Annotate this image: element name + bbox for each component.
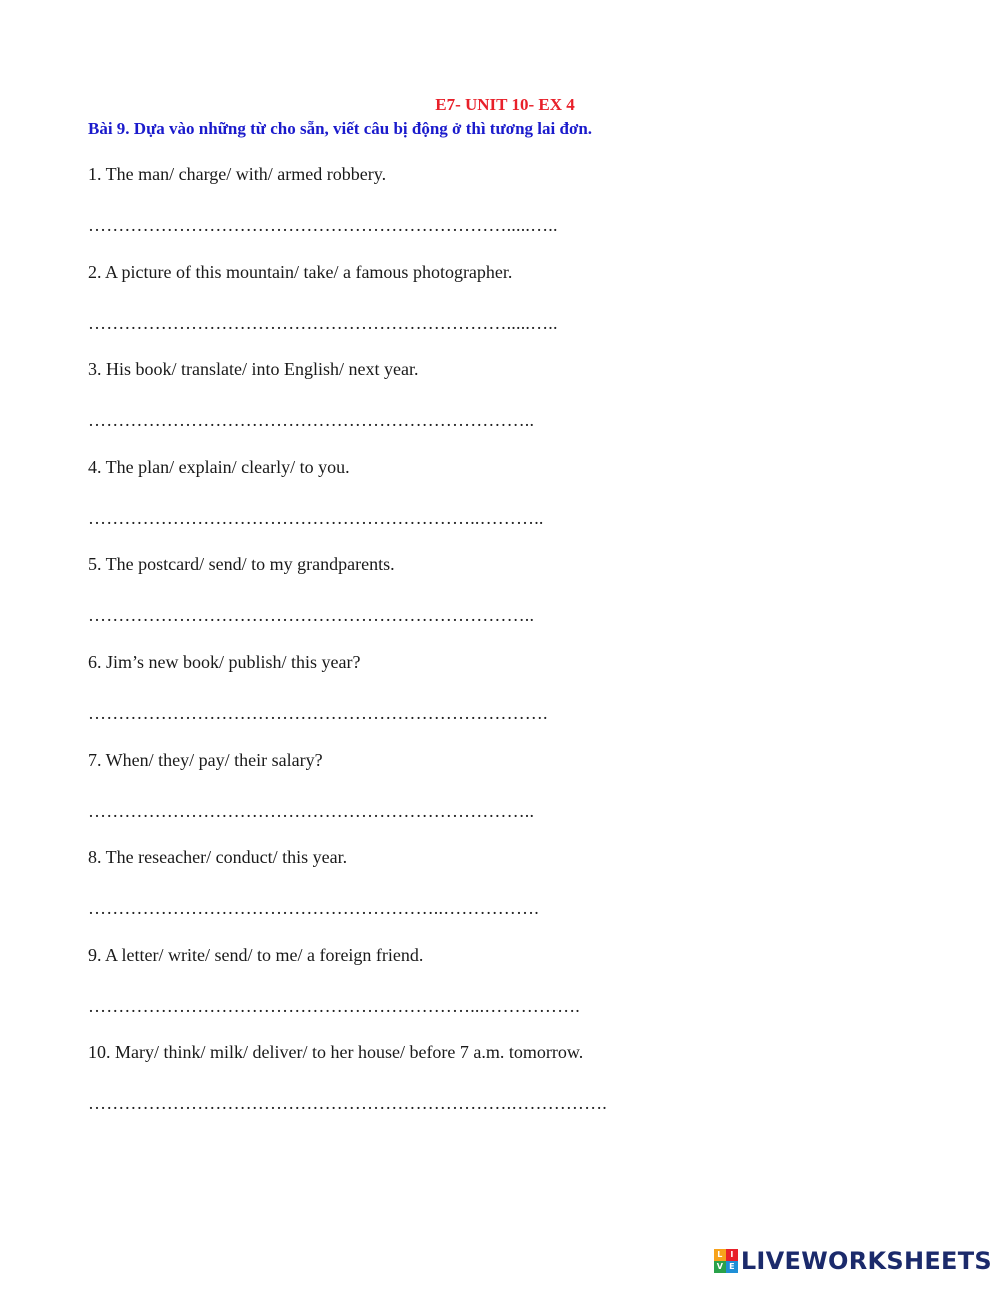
- question-prompt: 3. His book/ translate/ into English/ next year.: [88, 359, 419, 380]
- liveworksheets-brand[interactable]: [714, 1247, 992, 1275]
- exercise-item-1: [88, 162, 888, 260]
- exercise-item-2: [88, 260, 888, 358]
- exercise-item-10: [88, 1040, 888, 1138]
- answer-blank[interactable]: ………………………………………………………...…………….: [88, 995, 580, 1016]
- question-prompt: 7. When/ they/ pay/ their salary?: [88, 749, 323, 770]
- exercise-item-8: [88, 845, 888, 943]
- exercise-item-5: [88, 552, 888, 650]
- answer-blank[interactable]: ………………………………………………………..………..: [88, 507, 544, 528]
- logo-tile: L: [714, 1249, 726, 1261]
- exercise-item-6: [88, 650, 888, 748]
- answer-blank[interactable]: …………………………………………………………….....…..: [88, 215, 558, 235]
- exercise-list: [88, 162, 888, 1138]
- question-prompt: 9. A letter/ write/ send/ to me/ a foreign friend.: [88, 944, 424, 965]
- exercise-instruction: Bài 9. Dựa vào những từ cho sẵn, viết câu bị động ở thì tương lai đơn.: [88, 119, 593, 138]
- exercise-item-3: [88, 357, 888, 455]
- exercise-item-9: [88, 943, 888, 1041]
- answer-blank[interactable]: ………………………………………………………………..: [88, 410, 535, 431]
- brand-name: LIVEWORKSHEETS: [740, 1247, 992, 1275]
- question-prompt: 10. Mary/ think/ milk/ deliver/ to her house/ before 7 a.m. tomorrow.: [88, 1042, 584, 1063]
- worksheet-title: E7- UNIT 10- EX 4: [435, 95, 575, 114]
- exercise-item-4: [88, 455, 888, 553]
- answer-blank[interactable]: ………………………………………………………………..: [88, 800, 535, 821]
- question-prompt: 1. The man/ charge/ with/ armed robbery.: [88, 164, 387, 184]
- answer-blank[interactable]: …………………………………………………………….....…..: [88, 312, 558, 333]
- logo-tile: V: [714, 1261, 726, 1273]
- answer-blank[interactable]: ………………………………………………………………….: [88, 702, 548, 723]
- answer-blank[interactable]: ………………………………………………………………..: [88, 605, 535, 626]
- logo-tile: E: [726, 1261, 738, 1273]
- logo-tile: I: [726, 1249, 738, 1261]
- question-prompt: 5. The postcard/ send/ to my grandparents.: [88, 554, 395, 575]
- question-prompt: 8. The reseacher/ conduct/ this year.: [88, 847, 348, 868]
- question-prompt: 4. The plan/ explain/ clearly/ to you.: [88, 456, 350, 477]
- exercise-item-7: [88, 748, 888, 846]
- liveworksheets-logo-icon: [714, 1249, 738, 1273]
- question-prompt: 2. A picture of this mountain/ take/ a famous photographer.: [88, 261, 513, 282]
- answer-blank[interactable]: …………………………………………………..…………….: [88, 898, 539, 919]
- answer-blank[interactable]: …………………………………………………………….…………….: [88, 1093, 607, 1114]
- question-prompt: 6. Jim’s new book/ publish/ this year?: [88, 651, 361, 672]
